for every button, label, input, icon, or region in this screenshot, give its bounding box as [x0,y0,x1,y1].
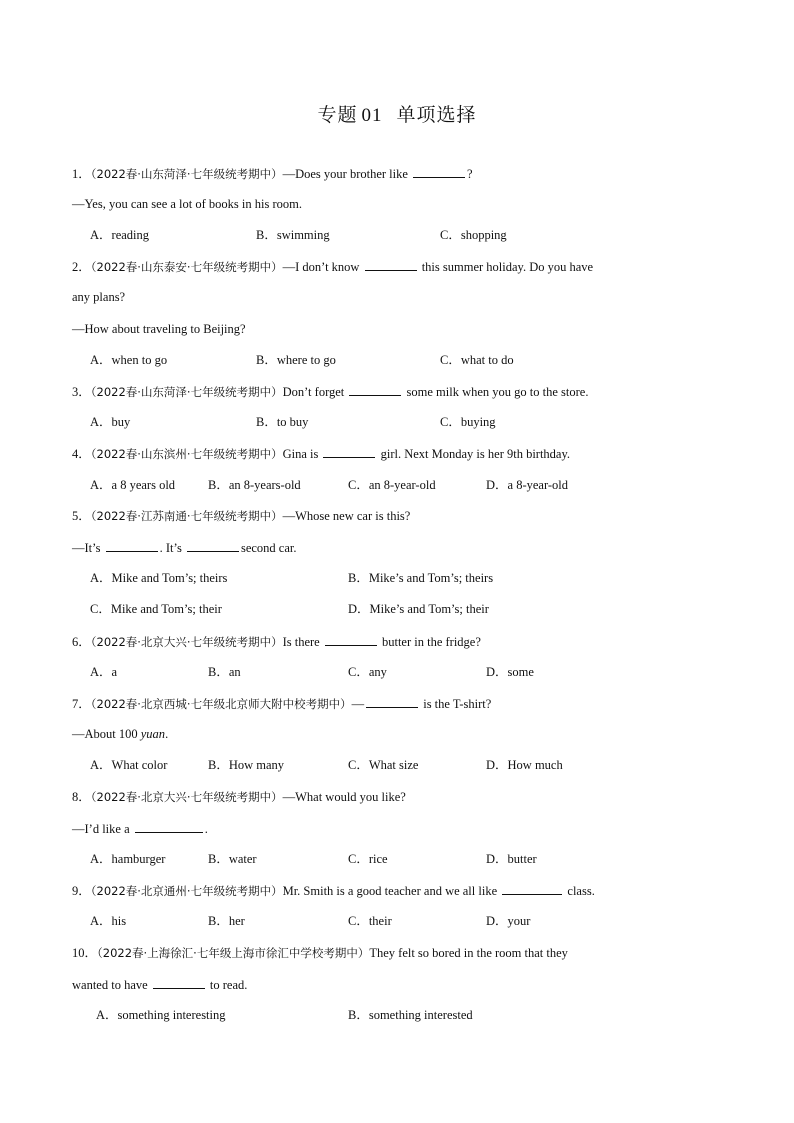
question-9-stem [72,882,595,899]
answer-blank [187,539,239,552]
question-number: 9． [72,884,91,898]
stem-text: some milk when you go to the store. [403,385,589,399]
question-source: （2022春·山东菏泽·七年级统考期中） [90,385,283,399]
stem-text: . It’s [159,541,185,555]
stem-text: class. [564,884,595,898]
question-number: 2． [72,260,91,274]
question-2-line2: any plans? [72,290,126,304]
option-b[interactable]: B．How many [208,758,285,772]
stem-text: They felt so bored in the room that they [369,946,568,960]
question-10-stem [72,945,568,961]
option-c[interactable]: C．their [348,914,392,928]
question-number: 10． [72,946,98,960]
stem-text: —Does your brother like [282,167,412,181]
option-c[interactable]: C．rice [348,852,388,866]
option-a[interactable]: A．something interesting [96,1008,226,1022]
option-a[interactable]: A．reading [90,228,150,242]
question-1-stem [72,165,473,182]
title-name: 单项选择 [396,105,477,126]
question-number: 7． [72,697,91,711]
question-8-line2 [72,820,208,837]
stem-text: —It’s [72,541,104,555]
answer-blank [106,539,158,552]
stem-text: this summer holiday. Do you have [418,260,594,274]
option-d[interactable]: D．some [486,665,534,679]
answer-blank [135,820,203,833]
question-1-line2: —Yes, you can see a lot of books in his room. [72,197,302,211]
stem-text: second car. [240,541,297,555]
question-number: 8． [72,790,91,804]
title-number: 01 [361,105,383,126]
option-b[interactable]: B．swimming [256,228,330,242]
stem-text: butter in the fridge? [378,635,481,649]
question-source: （2022春·北京大兴·七年级统考期中） [90,635,283,649]
answer-blank [366,695,418,708]
option-d[interactable]: D．How much [486,758,563,772]
option-b[interactable]: B．where to go [256,353,336,367]
option-b[interactable]: B．an 8-years-old [208,478,301,492]
option-b[interactable]: B．water [208,852,257,866]
stem-text: ? [467,167,473,181]
option-a[interactable]: A．buy [90,415,131,429]
option-b[interactable]: B．to buy [256,415,309,429]
stem-text: Mr. Smith is a good teacher and we all like [282,884,501,898]
option-a[interactable]: A．his [90,914,127,928]
answer-blank [349,383,401,396]
stem-text: . [204,822,208,836]
option-a[interactable]: A．hamburger [90,852,166,866]
question-3-stem [72,383,588,400]
option-d[interactable]: D．your [486,914,531,928]
question-4-stem [72,445,570,462]
stem-text: —What would you like? [282,790,406,804]
currency-word: yuan [140,727,166,741]
question-5-line2 [72,539,297,556]
option-c[interactable]: C．an 8-year-old [348,478,436,492]
question-7-line2 [72,726,168,742]
option-c[interactable]: C．What size [348,758,419,772]
option-b[interactable]: B．something interested [348,1008,473,1022]
option-c[interactable]: C．any [348,665,387,679]
answer-blank [413,165,465,178]
question-2-line3: —How about traveling to Beijing? [72,322,246,336]
stem-text: wanted to have [72,978,151,992]
option-a[interactable]: A．a 8 years old [90,478,176,492]
option-d[interactable]: D．a 8-year-old [486,478,569,492]
option-b[interactable]: B．an [208,665,241,679]
stem-text: Is there [282,635,323,649]
question-source: （2022春·北京通州·七年级统考期中） [90,884,283,898]
stem-text: Gina is [282,447,322,461]
stem-text: Don’t forget [282,385,348,399]
stem-text: — [351,697,365,711]
option-d[interactable]: D．Mike’s and Tom’s; their [348,602,489,616]
stem-text: is the T-shirt? [420,697,492,711]
question-number: 4． [72,447,91,461]
answer-blank [323,445,375,458]
question-10-line2 [72,976,247,993]
answer-blank [325,633,377,646]
question-5-stem [72,508,410,524]
question-7-stem [72,695,491,712]
question-number: 6． [72,635,91,649]
question-source: （2022春·江苏南通·七年级统考期中） [90,509,283,523]
stem-text: girl. Next Monday is her 9th birthday. [377,447,571,461]
question-2-stem [72,258,593,275]
option-b[interactable]: B．her [208,914,245,928]
answer-blank [153,976,205,989]
page-title [0,100,794,127]
option-c[interactable]: C．what to do [440,353,514,367]
stem-text: —About 100 [72,727,141,741]
question-number: 3． [72,385,91,399]
option-a[interactable]: A．Mike and Tom’s; theirs [90,571,228,585]
option-a[interactable]: A．when to go [90,353,168,367]
option-c[interactable]: C．Mike and Tom’s; their [90,602,222,616]
stem-text: —I’d like a [72,822,133,836]
stem-text: to read. [206,978,248,992]
stem-text: —I don’t know [282,260,363,274]
stem-text: —Whose new car is this? [282,509,411,523]
title-prefix: 专题 [317,105,358,126]
question-number: 5． [72,509,91,523]
question-source: （2022春·上海徐汇·七年级上海市徐汇中学校考期中） [97,946,370,960]
question-source: （2022春·山东菏泽·七年级统考期中） [90,167,283,181]
option-c[interactable]: C．buying [440,415,496,429]
option-c[interactable]: C．shopping [440,228,507,242]
question-source: （2022春·北京西城·七年级北京师大附中校考期中） [90,697,352,711]
question-6-stem [72,633,481,650]
question-source: （2022春·北京大兴·七年级统考期中） [90,790,283,804]
option-a[interactable]: A．What color [90,758,168,772]
stem-text: . [165,727,169,741]
answer-blank [502,882,562,895]
question-8-stem [72,789,406,805]
option-a[interactable]: A．a [90,665,118,679]
option-d[interactable]: D．butter [486,852,537,866]
question-number: 1． [72,167,91,181]
question-source: （2022春·山东滨州·七年级统考期中） [90,447,283,461]
question-source: （2022春·山东泰安·七年级统考期中） [90,260,283,274]
answer-blank [365,258,417,271]
option-b[interactable]: B．Mike’s and Tom’s; theirs [348,571,494,585]
